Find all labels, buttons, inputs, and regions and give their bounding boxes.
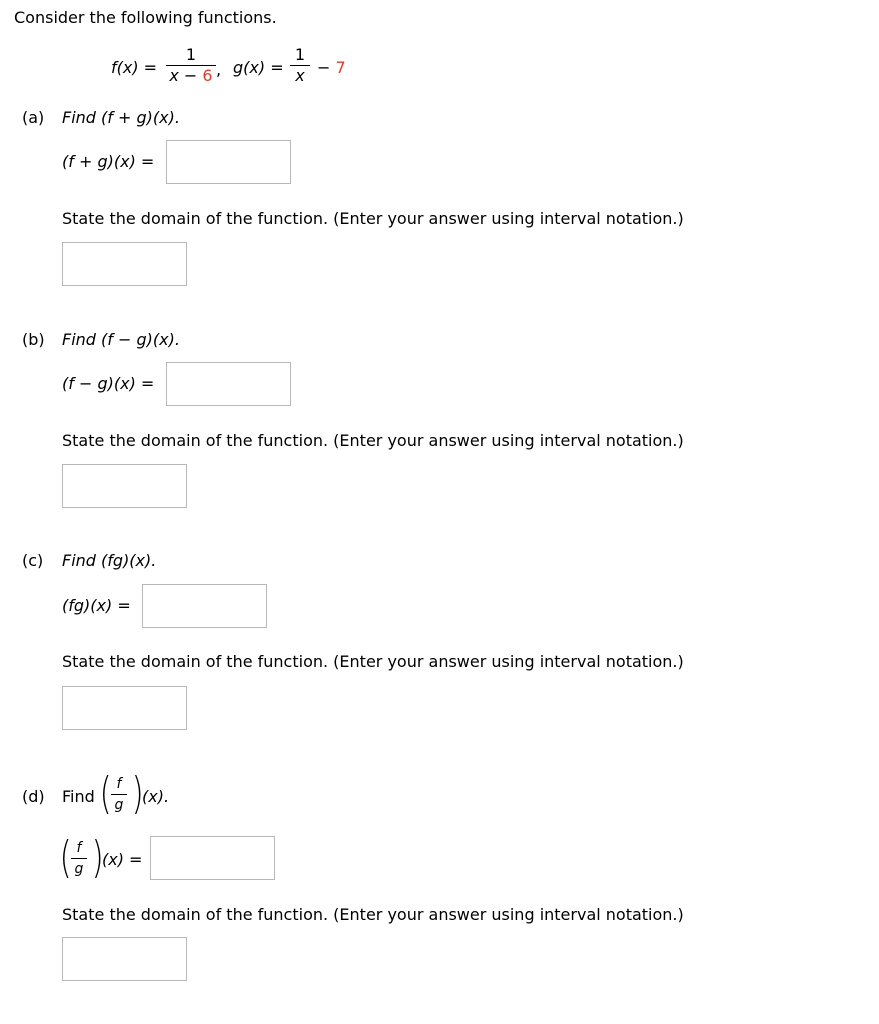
- part-b-domain-prompt: State the domain of the function. (Enter your answer using interval notation.): [62, 431, 684, 450]
- part-d-fraction: [111, 775, 127, 814]
- part-a-lhs: (f + g)(x) =: [62, 152, 155, 171]
- part-c-tag: (c): [22, 551, 44, 570]
- intro-text: Consider the following functions.: [14, 8, 277, 27]
- g-numerator: 1: [294, 45, 306, 64]
- part-d-tag: (d): [22, 787, 45, 806]
- part-c-lhs: (fg)(x) =: [62, 596, 131, 615]
- part-a-find: Find (f + g)(x).: [62, 108, 180, 127]
- f-numerator: 1: [185, 45, 197, 64]
- part-a-domain-prompt: State the domain of the function. (Enter your answer using interval notation.): [62, 209, 684, 228]
- part-c-domain-input[interactable]: [62, 686, 187, 730]
- part-d-left-paren: (: [99, 768, 112, 819]
- part-b-domain-input[interactable]: [62, 464, 187, 508]
- g-lhs: g(x) =: [233, 58, 284, 77]
- part-d-lhs-frac-den: g: [74, 861, 84, 877]
- f-denominator-var: x −: [169, 66, 203, 85]
- part-d-domain-prompt: State the domain of the function. (Enter your answer using interval notation.): [62, 905, 684, 924]
- part-d-frac-den: g: [114, 797, 124, 813]
- f-fraction: [166, 46, 216, 85]
- part-d-lhs-tail: (x) =: [102, 850, 143, 869]
- part-b-tag: (b): [22, 330, 45, 349]
- part-d-right-paren: ): [131, 768, 144, 819]
- part-d-lhs-fraction: [71, 839, 87, 878]
- part-a-tag: (a): [22, 108, 45, 127]
- part-d-lhs-frac-num: f: [76, 840, 82, 856]
- g-denominator: x: [295, 66, 305, 85]
- part-c-domain-prompt: State the domain of the function. (Enter your answer using interval notation.): [62, 652, 684, 671]
- g-constant: 7: [335, 58, 346, 77]
- g-tail: [317, 58, 346, 77]
- f-denominator-const: 6: [202, 66, 213, 85]
- f-lhs: f(x) =: [111, 58, 158, 77]
- part-b-find: Find (f − g)(x).: [62, 330, 180, 349]
- part-d-lhs-right-paren: ): [91, 832, 104, 883]
- part-d-expression-input[interactable]: [150, 836, 275, 880]
- part-a-expression-input[interactable]: [166, 140, 291, 184]
- part-c-find: Find (fg)(x).: [62, 551, 157, 570]
- function-separator: ,: [216, 60, 222, 79]
- part-b-expression-input[interactable]: [166, 362, 291, 406]
- g-fraction: [290, 46, 310, 85]
- part-d-find: Find: [62, 787, 95, 806]
- part-d-domain-input[interactable]: [62, 937, 187, 981]
- g-minus: −: [317, 58, 336, 77]
- part-d-find-tail: (x).: [142, 787, 170, 806]
- part-d-frac-num: f: [116, 776, 122, 792]
- part-d-lhs-left-paren: (: [59, 832, 72, 883]
- part-b-lhs: (f − g)(x) =: [62, 374, 155, 393]
- part-a-domain-input[interactable]: [62, 242, 187, 286]
- part-c-expression-input[interactable]: [142, 584, 267, 628]
